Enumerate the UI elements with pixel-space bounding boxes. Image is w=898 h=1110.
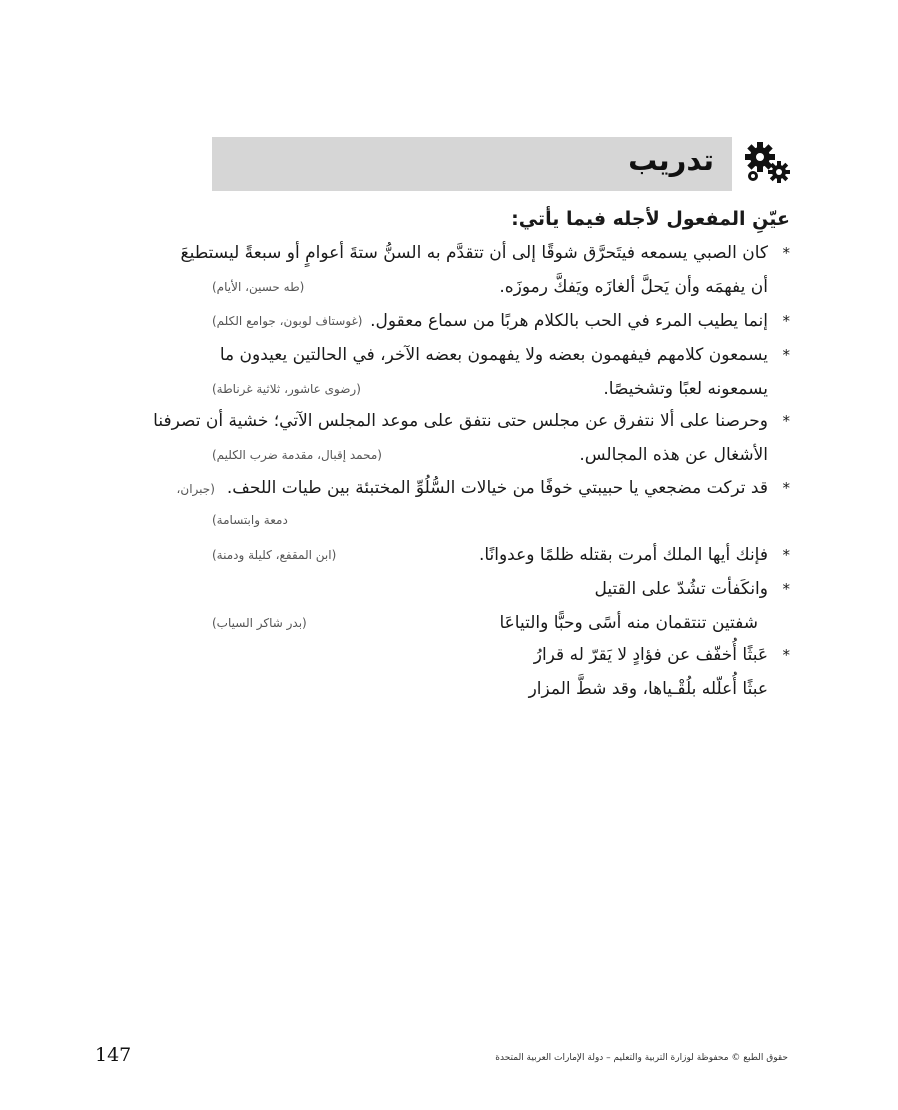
exercise-source: (محمد إقبال، مقدمة ضرب الكليم): [212, 448, 382, 462]
exercise-item: [180, 236, 790, 304]
exercise-text: وحرصنا على ألا نتفرق عن مجلس حتى نتفق على موعد المجلس الآتي؛ خشية أن تصرفنا: [153, 411, 768, 431]
exercise-item: [153, 404, 790, 472]
exercise-source: (غوستاف لوبون، جوامع الكلم): [212, 314, 363, 328]
exercise-source: (ابن المقفع، كليلة ودمنة): [212, 548, 337, 562]
page-number: 147: [95, 1044, 132, 1066]
exercise-text: يسمعونه لعبًا وتشخيصًا.: [603, 379, 768, 399]
exercise-source: (جبران،: [176, 482, 215, 496]
exercise-source: (رضوى عاشور، ثلاثية غرناطة): [212, 382, 361, 396]
section-title: تدريب: [628, 143, 714, 177]
verse-text: عَبثًا أُخفّف عن فؤادٍ لا يَقرّ له قرارُ: [533, 645, 768, 665]
exercise-item: [212, 572, 790, 640]
exercise-source-continued: دمعة وابتسامة): [212, 513, 288, 527]
exercise-text: الأشغال عن هذه المجالس.: [579, 445, 768, 465]
bullet-marker: *: [782, 312, 790, 330]
exercise-text: إنما يطيب المرء في الحب بالكلام هربًا من سماع معقول.: [370, 311, 768, 331]
exercise-text: يسمعون كلامهم فيفهمون بعضه ولا يفهمون بعضه الآخر، في الحالتين يعيدون ما: [219, 345, 768, 365]
bullet-marker: *: [782, 346, 790, 364]
exercise-source: (بدر شاكر السياب): [212, 616, 307, 630]
copyright-notice: حقوق الطبع © محفوظة لوزارة التربية والتعليم – دولة الإمارات العربية المتحدة: [495, 1053, 788, 1063]
bullet-marker: *: [782, 580, 790, 598]
verse-text: شفتين تنتقمان منه أسًى وحبًّا والتياعَا: [499, 613, 758, 633]
exercise-item: [212, 304, 790, 338]
bullet-marker: *: [782, 546, 790, 564]
bullet-marker: *: [782, 244, 790, 262]
verse-text: وانكَفأت تشُدّ على القتيل: [594, 579, 768, 599]
exercise-text: فإنك أيها الملك أمرت بقتله ظلمًا وعدوانًا.: [478, 545, 768, 565]
bullet-marker: *: [782, 646, 790, 664]
exercise-item: [212, 638, 790, 706]
exercise-instruction: عيّنِ المفعول لأجله فيما يأتي:: [511, 208, 790, 230]
bullet-marker: *: [782, 412, 790, 430]
section-banner: [212, 137, 732, 191]
gears-icon: [744, 141, 792, 185]
exercise-item: [212, 338, 790, 406]
exercise-text: أن يفهمَه وأن يَحلَّ ألغازَه ويَفكَّ رموزَه.: [499, 277, 768, 297]
exercise-text: كان الصبي يسمعه فيتَحرَّق شوقًا إلى أن تتقدَّم به السنُّ ستةَ أعوامٍ أو سبعةً ليستطيعَ: [180, 243, 768, 263]
bullet-marker: *: [782, 479, 790, 497]
exercise-text: قد تركت مضجعي يا حبيبتي خوفًا من خيالات السُّلُوِّ المختبئة بين طيات اللحف.: [226, 478, 768, 498]
verse-text: عبثًا أُعلّله بلُقْـياها، وقد شطَّ المزار: [528, 679, 768, 699]
exercise-item: [176, 471, 790, 535]
exercise-item: [212, 538, 790, 572]
exercise-source: (طه حسين، الأيام): [212, 280, 305, 294]
